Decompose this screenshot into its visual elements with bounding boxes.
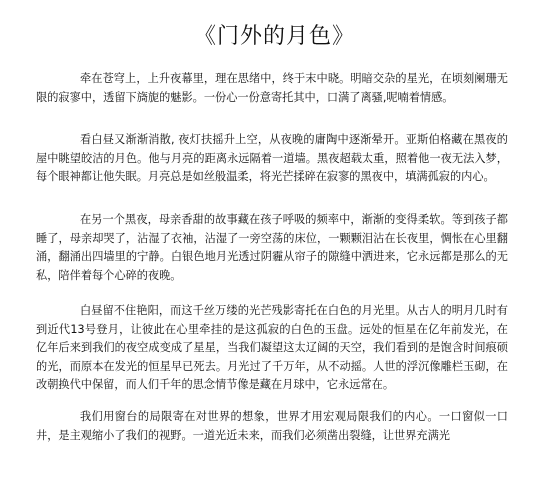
- paragraph-2: 看白昼又渐渐消散, 夜灯扶摇升上空，从夜晚的庸陶中逐渐晕开。亚斯伯格藏在黑夜的屋中眺望皎洁的月色。他与月亮的距离永远隔着一道墙。黑夜超载太重，照着他一夜无法入梦，每个眼神都让他失眠。月亮总是如丝般温柔，将光芒揉碎在寂寥的黑夜中，填满孤寂的内心。: [36, 133, 508, 184]
- paragraph-5: 我们用窗台的局限寄在对世界的想象，世界才用宏观局限我们的内心。一口窗似一口井，是主观缩小了我们的视野。一道光近未来，而我们必须凿出裂缝，让世界充满光: [36, 410, 508, 442]
- essay-title: 《门外的月色》: [193, 24, 355, 49]
- paragraph-4: 白昼留不住艳阳，而这千丝万缕的光芒残影寄托在白色的月光里。从古人的明月几时有到近代13号登月，让彼此在心里牵挂的是这孤寂的白色的玉盘。远处的恒星在亿年前发光，在亿年后来到我们的夜空成变成了星星，当我们凝望这太辽阔的天空，我们看到的是饱含时间痕硕的光，而原本在发光的恒星早已死去。月光过了千万年，从不动摇。人世的浮沉像雕栏玉砌，在改朝换代中保留，而人们千年的思念情节像是藏在月球中，它永远常在。: [36, 304, 508, 392]
- paragraph-1: 牵在苍穹上，上升夜幕里，理在思绪中，终于末中晓。明暗交杂的星光，在顷刻阑珊无限的寂寥中，透留下旖旎的魅影。一份心一份意寄托其中，口满了离骚,呢喃着情感。: [36, 72, 508, 104]
- paragraph-3: 在另一个黑夜，母亲香甜的故事藏在孩子呼吸的频率中，渐渐的变得柔软。等到孩子都睡了，母亲却哭了，沾湿了衣袖，沾湿了一旁空荡的床位，一颗颗泪沾在长夜里，惆怅在心里翻涌，翻涌出四墙里的宁静。白银色地月光透过阴霾从帘子的隙缝中洒进来，它永远都是那么的无私，陪伴着每个心碎的夜晚。: [36, 213, 508, 282]
